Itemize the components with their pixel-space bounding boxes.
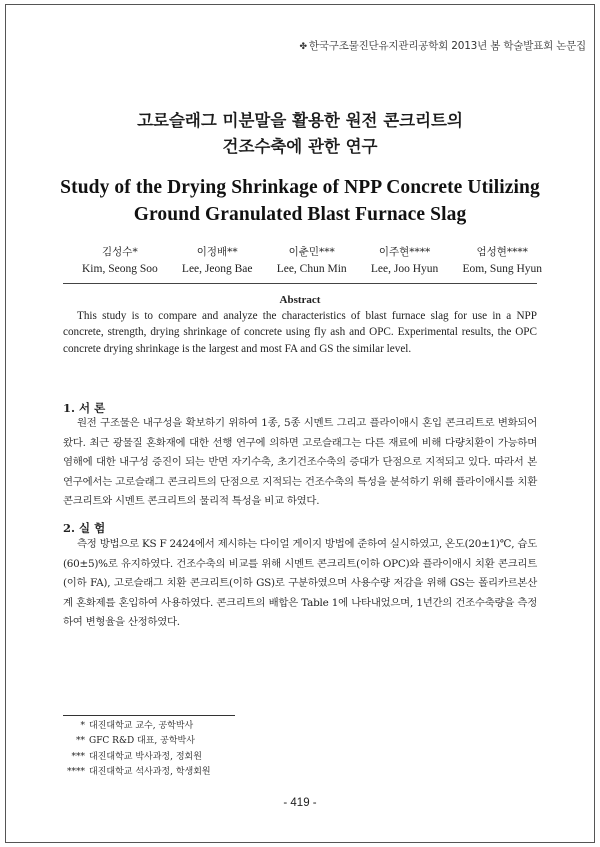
section-body-introduction: 원전 구조물은 내구성을 확보하기 위하여 1종, 5종 시멘트 그리고 플라이애시 혼입 콘크리트로 변화되어 왔다. 최근 광물질 혼화재에 대한 선행 연구에 의하면 고로슬래그는 다른 재료에 비해 다량치환이 가능하며 염해에 대한 내구성 증진이 되는 반면 자기수축, 초기건조수축의 증대가 단점으로 지적되고 있다. 따라서 본 연구에서는 고로슬래그 콘크리트의 단점으로 지적되는 건조수축의 특성을 분석하기 위해 플라이애시를 치환 콘크리트와 시멘트 콘크리트의 물리적 특성을 비교 하였다.: [63, 417, 537, 508]
author-divider: [63, 283, 537, 284]
author-name-korean: 김성수*: [102, 246, 138, 258]
footnote-mark: ***: [71, 751, 85, 762]
footnote-mark: *: [80, 721, 85, 731]
author-name-english: Lee, Jeong Bae: [181, 263, 253, 275]
author: [277, 244, 347, 278]
author-name-english: Kim, Seong Soo: [82, 263, 158, 275]
author-name-korean: 이주현****: [378, 246, 431, 258]
author-name-korean: 이춘민***: [288, 246, 335, 258]
header-ornament-icon: ✤: [299, 42, 307, 52]
author-list: [82, 244, 542, 278]
korean-title-line-1: 고로슬래그 미분말을 활용한 원전 콘크리트의: [137, 111, 463, 130]
korean-title-line-2: 건조수축에 관한 연구: [222, 137, 378, 156]
author: [82, 244, 158, 278]
abstract-heading: Abstract: [279, 294, 321, 306]
author: [371, 244, 438, 278]
footnote-text: 대진대학교 박사과정, 정회원: [89, 751, 202, 762]
english-title-line-1: Study of the Drying Shrinkage of NPP Concrete Utilizing: [60, 177, 540, 198]
running-header: [300, 38, 586, 53]
footnote: [63, 734, 211, 749]
section-body-experiment: 측정 방법으로 KS F 2424에서 제시하는 다이얼 게이지 방법에 준하여 실시하였고, 온도(20±1)℃, 습도(60±5)%로 유지하였다. 건조수축의 비교를 위해 시멘트 콘크리트(이하 OPC)와 플라이애시 치환 콘크리트(이하 FA), 고로슬래그 치환 콘크리트(이하 GS)로 구분하였으며 사용수량 저감을 위해 GS는 폴리카르본산계 혼화제를 혼입하여 사용하였다. 콘크리트의 배합은 Table 1에 나타내었으며, 1년간의 건조수축량을 측정하여 변형율을 산정하였다.: [63, 538, 537, 629]
english-title-line-2: Ground Granulated Blast Furnace Slag: [133, 204, 467, 225]
footnote: [63, 719, 211, 734]
abstract-text: This study is to compare and analyze the characteristics of blast furnace slag for use in a NPP concrete, strength, drying shrinkage of concrete using fly ash and OPC. Experimental results, the OPC concrete drying shrinkage is the largest and most FA and GS the similar level.: [63, 310, 537, 355]
author-name-korean: 이정배**: [196, 246, 238, 258]
footnote: [63, 765, 211, 780]
footnote-text: 대진대학교 석사과정, 학생회원: [89, 767, 211, 778]
author-name-english: Lee, Chun Min: [276, 263, 347, 275]
author-name-korean: 엄성현****: [476, 246, 528, 258]
footnotes: [63, 719, 211, 781]
running-header-text: 한국구조물진단유지관리공학회 2013년 봄 학술발표회 논문집: [308, 40, 586, 52]
footnote-mark: **: [76, 736, 85, 747]
author-name-english: Eom, Sung Hyun: [462, 263, 542, 275]
section-heading-introduction: 1. 서 론: [63, 401, 106, 415]
section-heading-experiment: 2. 실 험: [63, 521, 106, 535]
footnote-divider: [63, 715, 235, 716]
author: [182, 244, 253, 278]
footnote-text: 대진대학교 교수, 공학박사: [89, 721, 194, 731]
footnote: [63, 750, 211, 765]
author: [462, 244, 542, 278]
footnote-text: GFC R&D 대표, 공학박사: [89, 736, 195, 747]
page-number: - 419 -: [283, 797, 317, 809]
author-name-english: Lee, Joo Hyun: [370, 263, 439, 275]
footnote-mark: ****: [67, 767, 85, 778]
